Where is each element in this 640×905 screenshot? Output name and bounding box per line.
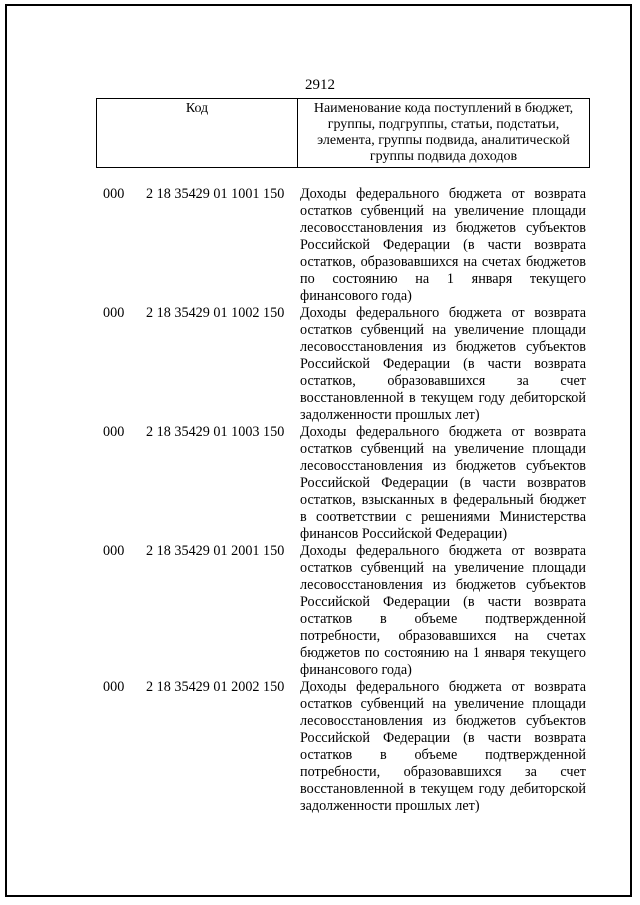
table-row	[0, 679, 640, 815]
income-code: 2 18 35429 01 1002 150	[146, 305, 285, 321]
income-description: Доходы федерального бюджета от возврата остатков субвенций на увеличение площади лесовосстановления из бюджетов субъектов Российской Федерации (в части возврата остатков, образовавшихся на счетах бюджетов по состоянию на 1 января текущего финансового года)	[300, 186, 586, 304]
income-description: Доходы федерального бюджета от возврата остатков субвенций на увеличение площади лесовосстановления из бюджетов субъектов Российской Федерации (в части возврата остатков в объеме подтвержденной потребности, образовавшихся на счетах бюджетов по состоянию на 1 января текущего финансового года)	[300, 543, 586, 678]
admin-code: 000	[103, 305, 125, 321]
income-description: Доходы федерального бюджета от возврата остатков субвенций на увеличение площади лесовосстановления из бюджетов субъектов Российской Федерации (в части возвратов остатков, взысканных в федеральный бюджет в соответствии с решениями Министерства финансов Российской Федерации)	[300, 424, 586, 542]
income-description: Доходы федерального бюджета от возврата остатков субвенций на увеличение площади лесовосстановления из бюджетов субъектов Российской Федерации (в части возврата остатков, образовавшихся за счет восстановленной в текущем году дебиторской задолженности прошлых лет)	[300, 305, 586, 423]
income-code: 2 18 35429 01 1001 150	[146, 186, 285, 202]
admin-code: 000	[103, 424, 125, 440]
admin-code: 000	[103, 186, 125, 202]
income-code: 2 18 35429 01 2001 150	[146, 543, 285, 559]
income-code: 2 18 35429 01 2002 150	[146, 679, 285, 695]
page-number: 2912	[305, 77, 335, 93]
admin-code: 000	[103, 679, 125, 695]
table-header	[96, 98, 590, 168]
table-row	[0, 424, 640, 543]
header-code-column: Код	[97, 99, 298, 167]
table-row	[0, 543, 640, 679]
income-code: 2 18 35429 01 1003 150	[146, 424, 285, 440]
table-body	[0, 186, 640, 815]
admin-code: 000	[103, 543, 125, 559]
header-name-column: Наименование кода поступлений в бюджет, группы, подгруппы, статьи, подстатьи, элемента, группы подвида, аналитической группы подвида доходов	[313, 101, 574, 164]
table-row	[0, 305, 640, 424]
income-description: Доходы федерального бюджета от возврата остатков субвенций на увеличение площади лесовосстановления из бюджетов субъектов Российской Федерации (в части возврата остатков в объеме подтвержденной потребности, образовавшихся за счет восстановленной в текущем году дебиторской задолженности прошлых лет)	[300, 679, 586, 814]
table-row	[0, 186, 640, 305]
